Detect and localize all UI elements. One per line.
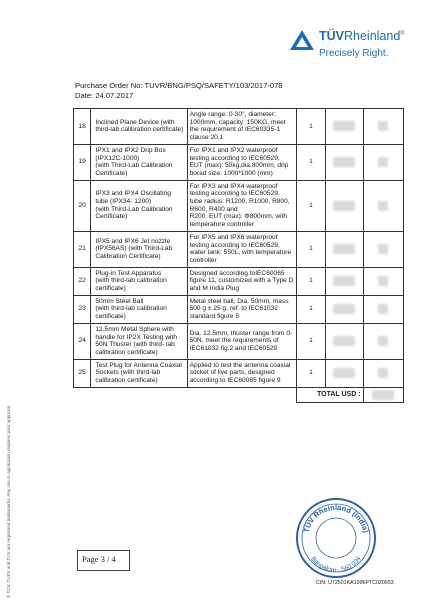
total-row	[74, 387, 404, 402]
total-label: TOTAL USD :	[297, 387, 363, 402]
item-specification: Applied to test the antenna coaxial socket of live parts, designed according to IEC60065 figure 9	[187, 359, 297, 387]
item-specification: Metal steel ball, Dia. 50mm, mass 500 g ± 25 g, ref. to IEC61032 standard figure 5	[187, 295, 297, 323]
redacted-line-total	[378, 157, 388, 167]
redacted-line-total	[378, 121, 388, 131]
line-total-redacted	[363, 295, 403, 323]
item-number: 25	[74, 359, 91, 387]
total-spacer	[74, 387, 297, 402]
unit-price-redacted	[325, 144, 363, 180]
table-row	[74, 180, 404, 231]
redacted-unit-price	[333, 201, 355, 211]
table-row	[74, 323, 404, 359]
line-total-redacted	[363, 109, 403, 145]
brand-tagline: Precisely Right.	[319, 48, 389, 59]
table-row	[74, 144, 404, 180]
item-description: Inclined Plane Device (with third-lab calibration certificate)	[91, 109, 187, 145]
item-description: 12.5mm Metal Sphere with handle for IP2X Testing with 50N Thuster (with third- lab calibration certificate)	[91, 323, 187, 359]
item-specification: For IPX3 and IPX4 waterproof testing according to IEC60529, tube radius: R1200, R1000, R800, R600, R400 and R200. EUT (max): Φ800mm, with temperature controller	[187, 180, 297, 231]
item-quantity: 1	[297, 231, 326, 267]
item-number: 22	[74, 267, 91, 295]
brand-name: TÜVRheinland®	[319, 29, 405, 43]
table-row	[74, 231, 404, 267]
trademark-note: ® TÜV, TUEV and TUV are registered trademarks. Any use or application requires prior approval.	[6, 404, 11, 598]
page-number: Page 3 / 4	[82, 554, 116, 564]
line-total-redacted	[363, 323, 403, 359]
item-quantity: 1	[297, 109, 326, 145]
redacted-line-total	[378, 368, 388, 378]
order-date: Date: 24.07.2017	[75, 90, 134, 100]
redacted-unit-price	[333, 157, 355, 167]
item-quantity: 1	[297, 295, 326, 323]
svg-text:TÜV Rheinland (India): TÜV Rheinland (India)	[301, 502, 371, 534]
unit-price-redacted	[325, 323, 363, 359]
item-number: 20	[74, 180, 91, 231]
item-quantity: 1	[297, 323, 326, 359]
item-specification: Angle range: 0-30°, diameter: 1000mm, capacity: 150KG, meet the requirement of IEC60335-1 clause 20.1	[187, 109, 297, 145]
redacted-unit-price	[333, 368, 355, 378]
redacted-unit-price	[333, 336, 355, 346]
unit-price-redacted	[325, 359, 363, 387]
item-quantity: 1	[297, 267, 326, 295]
cin-number: CIN: U72501KA1996PTC020653	[316, 580, 394, 586]
table-row	[74, 267, 404, 295]
total-value-redacted	[363, 387, 403, 402]
redacted-line-total	[378, 336, 388, 346]
line-total-redacted	[363, 231, 403, 267]
item-number: 23	[74, 295, 91, 323]
redacted-unit-price	[333, 121, 355, 131]
item-number: 19	[74, 144, 91, 180]
item-description: Test Plug for Antenna Coaxial Sockets (with third-lab calibration certificate)	[91, 359, 187, 387]
item-description: 50mm Steel Ball (with third-lab calibration certificate)	[91, 295, 187, 323]
item-specification: Dia. 12.5mm, thuster range from 0-50N, meet the requirements of IEC61032 fig.2 and IEC60529	[187, 323, 297, 359]
item-number: 18	[74, 109, 91, 145]
item-quantity: 1	[297, 180, 326, 231]
redacted-line-total	[378, 304, 388, 314]
tuv-rheinland-logo	[289, 26, 414, 68]
redacted-unit-price	[333, 276, 355, 286]
redacted-line-total	[378, 276, 388, 286]
redacted-unit-price	[333, 244, 355, 254]
redacted-total	[372, 390, 394, 400]
document-header	[75, 81, 283, 100]
table-row	[74, 295, 404, 323]
unit-price-redacted	[325, 295, 363, 323]
redacted-line-total	[378, 201, 388, 211]
svg-text:Bangalore - 560 034: Bangalore - 560 034	[309, 555, 363, 575]
items-table	[73, 108, 404, 403]
unit-price-redacted	[325, 231, 363, 267]
line-total-redacted	[363, 267, 403, 295]
table-row	[74, 109, 404, 145]
item-description: Plug-in Test Apparatus (with third-lab calibration certificate)	[91, 267, 187, 295]
item-number: 21	[74, 231, 91, 267]
purchase-order-number: Purchase Order No: TUVR/BNG/PSQ/SAFETY/103/2017-078	[75, 81, 283, 90]
item-description: IPX3 and IPX4 Oscillating tube (IPX34- 1200) (with Third-Lab Calibration Certificate)	[91, 180, 187, 231]
item-description: IPX5 and IPX6 Jet nozzle (IPX56AS) (with Third-Lab Calibration Certificate)	[91, 231, 187, 267]
line-total-redacted	[363, 180, 403, 231]
line-total-redacted	[363, 359, 403, 387]
line-total-redacted	[363, 144, 403, 180]
item-quantity: 1	[297, 359, 326, 387]
item-specification: For IPX1 and IPX2 waterproof testing according to IEC60529, EUT (max): 50kg,dia.800mm, drip borad size: 1000*1000 (mm)	[187, 144, 297, 180]
unit-price-redacted	[325, 109, 363, 145]
item-description: IPX1 and IPX2 Drip Box (IPX12C-1000) (with Third-Lab Calibration Certificate)	[91, 144, 187, 180]
redacted-unit-price	[333, 304, 355, 314]
company-stamp	[294, 496, 378, 580]
redacted-line-total	[378, 244, 388, 254]
item-specification: For IPX5 and IPX6 waterproof testing according to IEC60529, water tank: 550L, with temperature controller	[187, 231, 297, 267]
unit-price-redacted	[325, 267, 363, 295]
item-number: 24	[74, 323, 91, 359]
unit-price-redacted	[325, 180, 363, 231]
table-row	[74, 359, 404, 387]
item-specification: Designed according toIEC60065 figure 11, customized with a Type D and M India Plug	[187, 267, 297, 295]
triangle-logo-icon	[289, 29, 315, 51]
item-quantity: 1	[297, 144, 326, 180]
